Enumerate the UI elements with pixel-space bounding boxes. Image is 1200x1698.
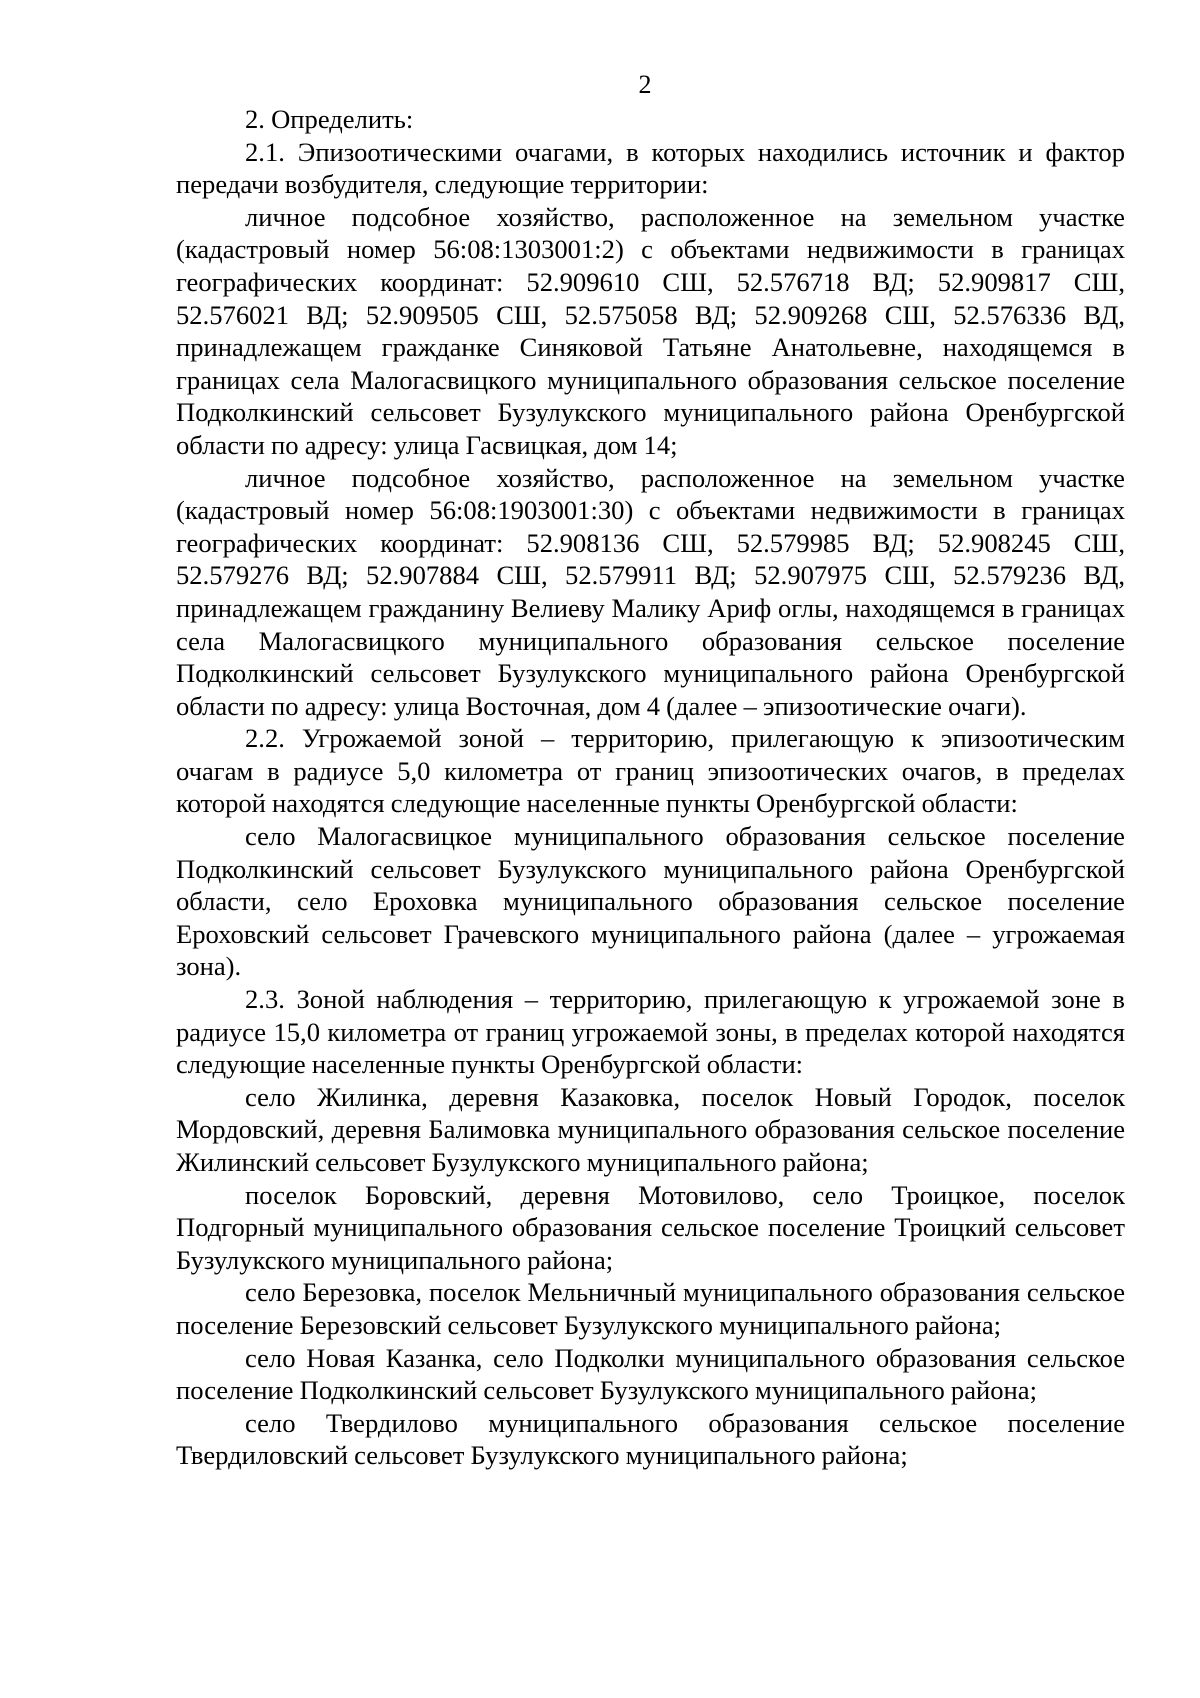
paragraph-podkolkinsky-settlements: село Новая Казанка, село Подколки муниципального образования сельское поселение Подколкинский сельсовет Бузулукского муниципального района; [176, 1342, 1125, 1406]
paragraph-plot-2: личное подсобное хозяйство, расположенное на земельном участке (кадастровый номер 56:08:1903001:30) с объектами недвижимости в границах географических координат: 52.908136 СШ, 52.579985 ВД; 52.908245 СШ, 52.579276 ВД; 52.907884 СШ, 52.579911 ВД; 52.907975 СШ, 52.579236 ВД, принадлежащем гражданину Велиеву Малику Ариф оглы, находящемся в границах села Малогасвицкого муниципального образования сельское поселение Подколкинский сельсовет Бузулукского муниципального района Оренбургской области по адресу: улица Восточная, дом 4 (далее – эпизоотические очаги). [176, 462, 1125, 721]
paragraph-2-3-observation-zone: 2.3. Зоной наблюдения – территорию, прилегающую к угрожаемой зоне в радиусе 15,0 километра от границ угрожаемой зоны, в пределах которой находятся следующие населенные пункты Оренбургской области: [176, 984, 1125, 1080]
paragraph-troitsky-settlements: поселок Боровский, деревня Мотовилово, село Троицкое, поселок Подгорный муниципального образования сельское поселение Троицкий сельсовет Бузулукского муниципального района; [176, 1179, 1125, 1275]
paragraph-tverdilovsky-settlements: село Твердилово муниципального образования сельское поселение Твердиловский сельсовет Бузулукского муниципального района; [176, 1407, 1125, 1471]
paragraph-berezovsky-settlements: село Березовка, поселок Мельничный муниципального образования сельское поселение Березовский сельсовет Бузулукского муниципального района; [176, 1277, 1125, 1340]
paragraph-2-2-threatened-zone: 2.2. Угрожаемой зоной – территорию, прилегающую к эпизоотическим очагам в радиусе 5,0 километра от границ эпизоотических очагов, в пределах которой находятся следующие населенные пункты Оренбургской области: [176, 723, 1125, 819]
paragraph-threatened-zone-settlements: село Малогасвицкое муниципального образования сельское поселение Подколкинский сельсовет Бузулукского муниципального района Оренбургской области, село Ероховка муниципального образования сельское поселение Ероховский сельсовет Грачевского муниципального района (далее – угрожаемая зона). [176, 821, 1125, 982]
paragraph-plot-1: личное подсобное хозяйство, расположенное на земельном участке (кадастровый номер 56:08:1303001:2) с объектами недвижимости в границах географических координат: 52.909610 СШ, 52.576718 ВД; 52.909817 СШ, 52.576021 ВД; 52.909505 СШ, 52.575058 ВД; 52.909268 СШ, 52.576336 ВД, принадлежащем гражданке Синяковой Татьяне Анатольевне, находящемся в границах села Малогасвицкого муниципального образования сельское поселение Подколкинский сельсовет Бузулукского муниципального района Оренбургской области по адресу: улица Гасвицкая, дом 14; [176, 201, 1125, 460]
paragraph-2-1-intro: 2.1. Эпизоотическими очагами, в которых находились источник и фактор передачи возбудителя, следующие территории: [176, 136, 1125, 200]
paragraph-section-2-heading: 2. Определить: [245, 104, 414, 134]
paragraph-zhilinsky-settlements: село Жилинка, деревня Казаковка, поселок Новый Городок, поселок Мордовский, деревня Балимовка муниципального образования сельское поселение Жилинский сельсовет Бузулукского муниципального района; [176, 1081, 1125, 1177]
document-body [176, 103, 1125, 1472]
page-number: 2 [638, 70, 652, 99]
